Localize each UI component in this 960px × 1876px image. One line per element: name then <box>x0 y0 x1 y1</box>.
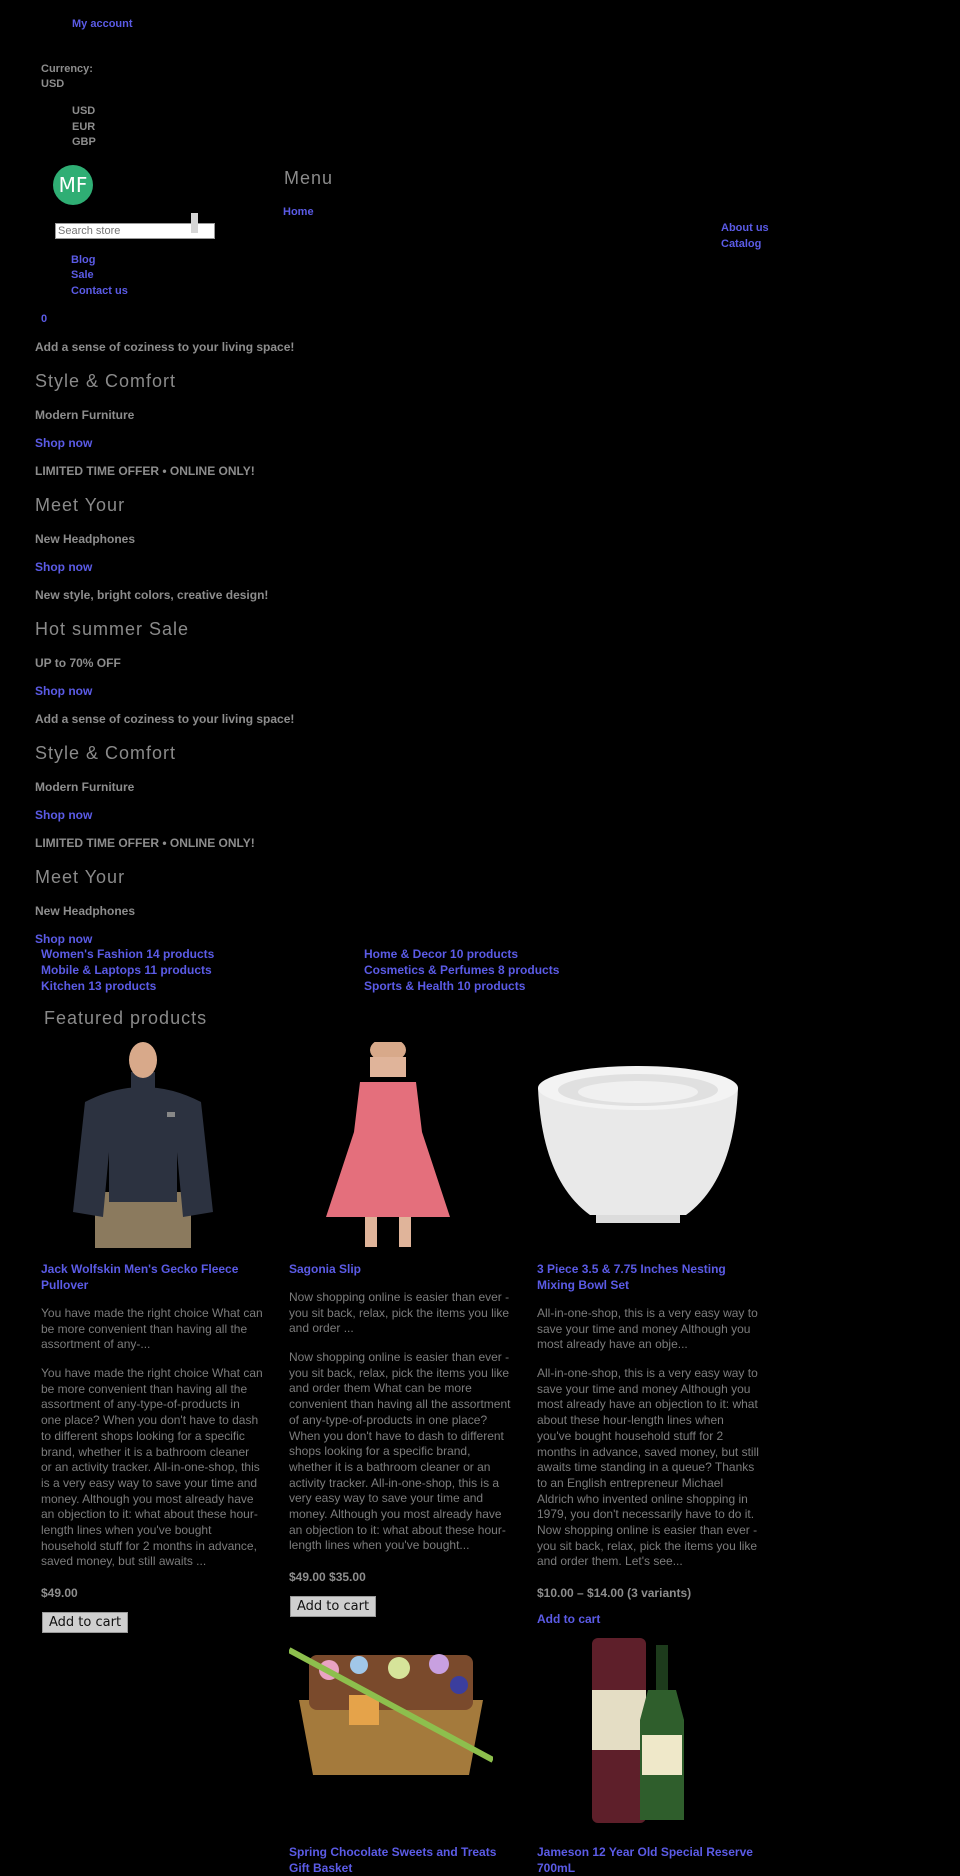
currency-select[interactable]: USD <box>41 78 65 90</box>
slide-5-title: Meet Your <box>35 867 126 887</box>
search-button[interactable] <box>191 213 198 233</box>
currency-option-eur[interactable]: EUR <box>72 121 96 133</box>
menu-title: Menu <box>284 168 334 188</box>
product-price-mixing-bowl: $10.00 – $14.00 (3 variants) <box>537 1586 692 1600</box>
product-image-slip[interactable] <box>300 1042 476 1248</box>
slide-5-subtitle: New Headphones <box>35 904 136 918</box>
product-short-desc-mixing-bowl: All-in-one-shop, this is a very easy way to save your time and money Although you most already have an obje... <box>537 1306 758 1352</box>
category-womens-fashion[interactable]: Women's Fashion 14 products <box>41 947 215 961</box>
slide-4-shop-now[interactable]: Shop now <box>35 808 93 822</box>
product-long-desc-mixing-bowl: All-in-one-shop, this is a very easy way to save your time and money Although you most already have an objection to it: what about these hour-length lines when you've bought household stuff for 2 months in advance, saved money, but still awaits time standing in a queue? Thanks to an English entrepreneur Michael Aldrich who invented online shopping in 1979, you don't necessarily have to do it. Now shopping online is easier than ever - you sit back, relax, pick the items you like and order them. Let's see... <box>537 1366 759 1569</box>
add-to-cart-button-slip[interactable]: Add to cart <box>290 1596 376 1617</box>
nav-catalog[interactable]: Catalog <box>721 238 762 250</box>
product-image-jameson[interactable] <box>590 1630 690 1828</box>
product-title-slip[interactable]: Sagonia Slip <box>289 1262 362 1276</box>
product-long-desc-pullover: You have made the right choice What can be more convenient than having all the assortment of any-type-of-products in one place? When you don't have to dash to different shops looking for a specific brand, whether it is a bathroom cleaner or an activity tracker. All-in-one-shop, this is a very easy way to save your time and money. Although you most already have an objection to it: what about these hour-length lines when you've bought household stuff for 2 months in advance, saved money, but still awaits ... <box>41 1366 263 1569</box>
product-price-pullover: $49.00 <box>41 1586 78 1600</box>
nav-blog[interactable]: Blog <box>71 254 96 266</box>
slide-3-subtitle: UP to 70% OFF <box>35 656 121 670</box>
currency-option-usd[interactable]: USD <box>72 105 96 117</box>
slide-2-subtitle: New Headphones <box>35 532 136 546</box>
nav-contact-us[interactable]: Contact us <box>71 285 128 297</box>
slide-5-shop-now[interactable]: Shop now <box>35 932 93 946</box>
category-cosmetics-perfumes[interactable]: Cosmetics & Perfumes 8 products <box>364 963 560 977</box>
cart-count[interactable]: 0 <box>41 313 48 325</box>
slide-2-shop-now[interactable]: Shop now <box>35 560 93 574</box>
slide-2-pretitle: LIMITED TIME OFFER • ONLINE ONLY! <box>35 464 255 478</box>
add-to-cart-button-pullover[interactable]: Add to cart <box>42 1612 128 1633</box>
slide-3-pretitle: New style, bright colors, creative design! <box>35 588 269 602</box>
product-image-mixing-bowl[interactable] <box>536 1060 740 1232</box>
nav-home[interactable]: Home <box>283 206 314 218</box>
product-title-chocolate-basket[interactable]: Spring Chocolate Sweets and Treats Gift Basket <box>289 1845 497 1875</box>
product-image-chocolate-basket[interactable] <box>289 1640 493 1780</box>
product-short-desc-pullover: You have made the right choice What can be more convenient than having all the assortment of any-... <box>41 1306 263 1352</box>
category-mobile-laptops[interactable]: Mobile & Laptops 11 products <box>41 963 212 977</box>
slide-5-pretitle: LIMITED TIME OFFER • ONLINE ONLY! <box>35 836 255 850</box>
currency-option-gbp[interactable]: GBP <box>72 136 96 148</box>
product-price-slip: $49.00 $35.00 <box>289 1570 366 1584</box>
currency-label: Currency: <box>41 63 93 75</box>
add-to-cart-link-mixing-bowl[interactable]: Add to cart <box>537 1612 601 1626</box>
category-sports-health[interactable]: Sports & Health 10 products <box>364 979 526 993</box>
my-account-link[interactable]: My account <box>72 18 133 30</box>
slide-4-subtitle: Modern Furniture <box>35 780 135 794</box>
store-logo[interactable]: MF <box>53 165 93 205</box>
slide-1-shop-now[interactable]: Shop now <box>35 436 93 450</box>
featured-products-title: Featured products <box>44 1008 208 1028</box>
slide-1-pretitle: Add a sense of coziness to your living space! <box>35 340 295 354</box>
product-long-desc-slip: Now shopping online is easier than ever - you sit back, relax, pick the items you like and order them What can be more convenient than having all the assortment of any-type-of-products in one place? When you don't have to dash to different shops looking for a specific brand, whether it is a bathroom cleaner or an activity tracker. All-in-one-shop, this is a very easy way to save your time and money. Although you most already have an objection to it: what about these hour-length lines when you've bought... <box>289 1350 511 1553</box>
product-title-jameson[interactable]: Jameson 12 Year Old Special Reserve 700mL <box>537 1845 753 1875</box>
nav-about-us[interactable]: About us <box>721 222 769 234</box>
slide-3-shop-now[interactable]: Shop now <box>35 684 93 698</box>
slide-4-pretitle: Add a sense of coziness to your living space! <box>35 712 295 726</box>
nav-sale[interactable]: Sale <box>71 269 94 281</box>
slide-3-title: Hot summer Sale <box>35 619 190 639</box>
product-title-pullover[interactable]: Jack Wolfskin Men's Gecko Fleece Pullover <box>41 1262 239 1292</box>
product-title-mixing-bowl[interactable]: 3 Piece 3.5 & 7.75 Inches Nesting Mixing Bowl Set <box>537 1262 726 1292</box>
category-kitchen[interactable]: Kitchen 13 products <box>41 979 157 993</box>
category-home-decor[interactable]: Home & Decor 10 products <box>364 947 519 961</box>
product-image-pullover[interactable] <box>55 1042 231 1248</box>
slide-4-title: Style & Comfort <box>35 743 177 763</box>
slide-2-title: Meet Your <box>35 495 126 515</box>
product-short-desc-slip: Now shopping online is easier than ever - you sit back, relax, pick the items you like and order ... <box>289 1290 510 1336</box>
slide-1-title: Style & Comfort <box>35 371 177 391</box>
slide-1-subtitle: Modern Furniture <box>35 408 135 422</box>
